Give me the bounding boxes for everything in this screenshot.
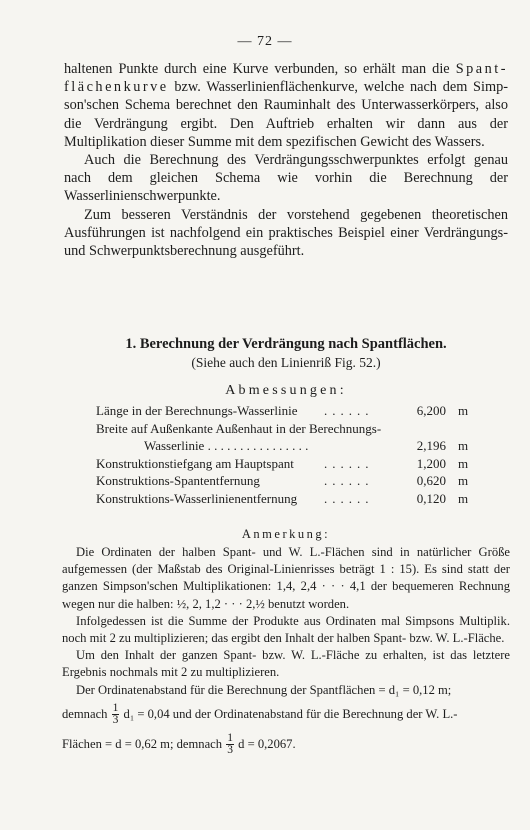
dimension-row: Breite auf Außenkante Außenhaut in der Berechnungs-: [96, 420, 382, 436]
dimension-row: Konstruktionstiefgang am Hauptspant ...... 1,200 m: [96, 455, 469, 471]
dimensions-title: Abmessungen:: [225, 383, 347, 398]
dimension-row: Konstruktions-Wasserlinienentfernung ...... 0,120 m: [96, 490, 469, 506]
note-text: [62, 544, 510, 759]
fraction-one-third: $\frac{1}{3}$: [227, 732, 233, 757]
page-number: — 72 —: [237, 34, 293, 49]
section-subtitle: (Siehe auch den Linienriß Fig. 52.): [191, 355, 381, 370]
fraction-one-third: $\frac{1}{3}$: [112, 702, 119, 727]
note-paragraph-4-line-2: demnach $\frac{1}{3}$ d₁ = 0,04 und der Ordinatenabstand für die Berechnung der W. L.-: [62, 702, 458, 727]
note-paragraph-3: Um den Inhalt der ganzen Spant- bzw. W. L.-Fläche zu erhalten, ist das letztere Ergebnis nochmals mit 2 zu multiplizieren.: [62, 648, 510, 680]
note-paragraph-1: Die Ordinaten der halben Spant- und W. L.-Flächen sind in natürlicher Größe aufgemessen (der Maßstab des Original-Linienrisses beträgt 1 : 15). Es sind statt der ganzen Simpson'schen Multiplikationen: 1,4, 2,4 · · · 4,1 der bequemeren Rechnung wegen nur die halben: ½, 2, 1,2 · · · 2,½ benutzt worden.: [62, 545, 510, 611]
note-paragraph-2: Infolgedessen ist die Summe der Produkte aus Ordinaten mal Simpsons Multiplik. noch mit 2 zu multiplizieren; das ergibt den Inhalt der halben Spant- bzw. W. L.-Fläche.: [62, 613, 510, 646]
paragraph-2: Auch die Berechnung des Verdrängungsschwerpunktes erfolgt genau nach dem gleichen Schema wie vorhin die Berechnung der Wasserlinienschwerpunkte.: [64, 152, 508, 205]
note-title: Anmerkung:: [241, 527, 331, 541]
paragraph-1: haltenen Punkte durch eine Kurve verbunden, so erhält man die Spant- flächenkurve bzw. Wasserlinienflächenkurve, welche nach dem Simp- son'schen Schema berechnet den Rauminhalt des Unterwasserkörpers, also die Verdrängung ergibt. Den Auftrieb erhalten wir dann aus der Multiplikation dieser Summe mit dem spezifischen Gewicht des Wassers.: [64, 61, 509, 150]
dimension-row: Konstruktions-Spantentfernung ...... 0,620 m: [96, 473, 469, 488]
section-title: 1. Berechnung der Verdrängung nach Spantflächen.: [125, 336, 447, 352]
note-paragraph-4: Der Ordinatenabstand für die Berechnung der Spantflächen = d₁ = 0,12 m;: [76, 682, 452, 697]
dimension-row: Wasserlinie . . . . . . . . . . . . . . . . 2,196 m: [144, 438, 469, 453]
dimension-row: Länge in der Berechnungs-Wasserlinie ...... 6,200 m: [96, 403, 469, 418]
body-text: [64, 60, 508, 260]
dimensions-list: [96, 402, 480, 507]
note-paragraph-4-line-3: Flächen = d = 0,62 m; demnach $\frac{1}{3}$ d = 0,2067.: [62, 732, 296, 757]
paragraph-3: Zum besseren Verständnis der vorstehend gegebenen theoretischen Ausführungen ist nachfolgend ein praktisches Beispiel einer Verdrängungs- und Schwerpunktsberechnung ausgeführt.: [64, 206, 508, 260]
